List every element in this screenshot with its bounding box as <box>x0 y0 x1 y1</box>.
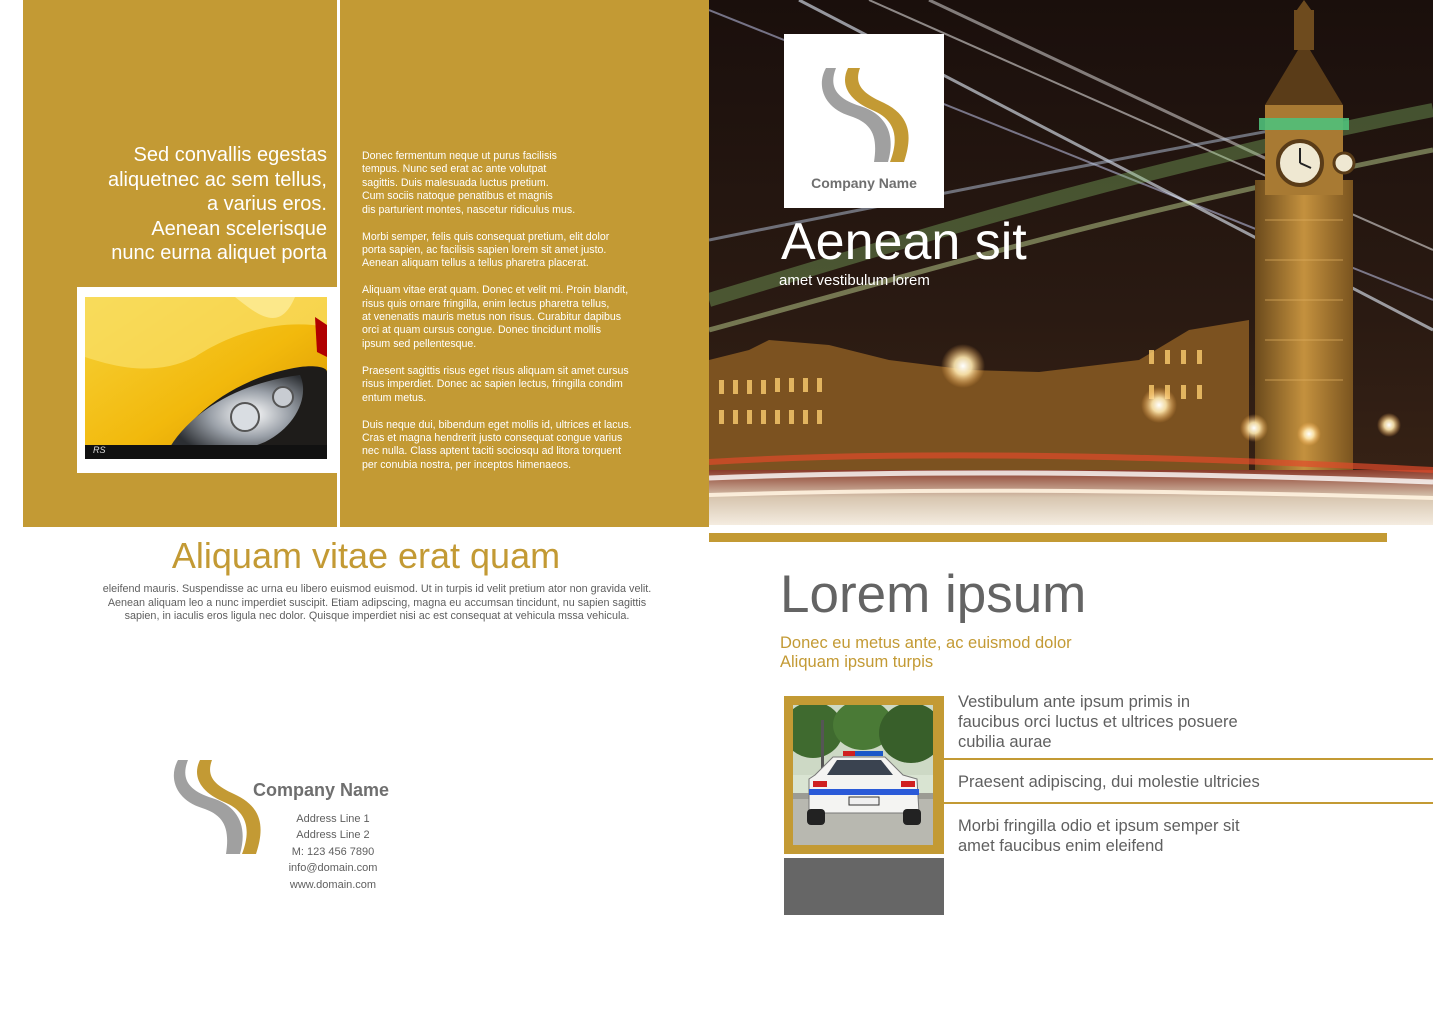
body-line: Aenean aliquam leo a nunc imperdiet suscipit. Etiam adipscing, magna eu accumsan tincidunt, nu sapien sagittis <box>107 596 647 609</box>
intro-line: aliquetnec ac sem tellus, <box>107 168 327 191</box>
feature-line: faucibus orci luctus et ultrices posuere <box>958 713 1238 731</box>
gold-divider-bar <box>709 533 1387 542</box>
intro-line: Sed convallis egestas <box>133 144 327 166</box>
police-car-photo <box>793 705 933 845</box>
feature-line: cubilia aurae <box>958 733 1052 751</box>
road-swoosh-logo-icon <box>170 758 270 860</box>
paragraph: Donec fermentum neque ut purus facilisis tempus. Nunc sed erat ac ante volutpat sagittis. Duis malesuada luctus pretium. Cum sociis natoque penatibus et magnis dis parturient montes, nascetur ridiculus mus. <box>362 150 576 216</box>
feature-line: Praesent adipiscing, dui molestie ultricies <box>958 773 1260 791</box>
body-line: eleifend mauris. Suspendisse ac urna eu libero euismod euismod. Ut in turpis id velit pretium ator non gravida velit. <box>102 583 652 595</box>
contact-address-line-2: Address Line 2 <box>296 829 370 842</box>
subheading-line: Aliquam ipsum turpis <box>780 653 934 671</box>
intro-text <box>27 143 327 266</box>
feature-line: Vestibulum ante ipsum primis in <box>958 693 1191 711</box>
intro-line: a varius eros. <box>206 193 327 215</box>
car-headlight-image <box>85 297 327 459</box>
cover-subtitle: amet vestibulum lorem <box>779 272 930 289</box>
contact-website: www.domain.com <box>289 878 377 891</box>
road-swoosh-logo-icon <box>818 66 918 168</box>
body-line: sapien, in iaculis eros ligula nec dolor. Quisque imperdiet nisi ac est consequat at vehicula mssa vehicula. <box>124 610 630 622</box>
svg-text:RS: RS <box>93 445 106 455</box>
cover-logo-card <box>784 34 944 208</box>
contact-details <box>268 811 398 893</box>
police-car-image <box>793 705 933 845</box>
paragraph: Praesent sagittis risus eget risus aliquam sit amet cursus risus imperdiet. Donec ac sapien lectus, fringilla condim entum metus. <box>362 364 629 404</box>
feature-line: Morbi fringilla odio et ipsum semper sit <box>958 817 1240 835</box>
body-columns <box>362 150 672 486</box>
cover-title: Aenean sit <box>781 213 1027 271</box>
section-body <box>66 583 688 624</box>
feature-divider <box>944 802 1433 804</box>
feature-divider <box>944 758 1433 760</box>
feature-item <box>958 816 1428 856</box>
feature-item <box>958 772 1428 792</box>
feature-item <box>958 692 1428 752</box>
contact-email: info@domain.com <box>288 862 378 875</box>
gold-subheading <box>780 634 1072 672</box>
contact-address-line-1: Address Line 1 <box>296 813 370 825</box>
paragraph: Morbi semper, felis quis consequat pretium, elit dolor porta sapien, ac facilisis sapien lorem sit amet justo. Aenean aliquam tellus a tellus pharetra placerat. <box>362 230 610 270</box>
page-heading: Lorem ipsum <box>780 565 1087 624</box>
intro-line: Aenean scelerisque <box>151 217 327 240</box>
paragraph: Aliquam vitae erat quam. Donec et velit mi. Proin blandit, risus quis ornare fringilla, enim lectus pharetra tellus, at venenatis mauris metus non risus. Curabitur dapibus orci at quam cursus congue. Donec tincidunt mollis ipsum sed pellentesque. <box>362 284 629 350</box>
contact-phone: M: 123 456 7890 <box>291 845 375 858</box>
intro-line: nunc eurna aliquet porta <box>111 242 327 264</box>
feature-line: amet faucibus enim eleifend <box>958 837 1164 855</box>
cover-company-name: Company Name <box>811 175 917 191</box>
section-heading: Aliquam vitae erat quam <box>171 535 561 576</box>
paragraph: Duis neque dui, bibendum eget mollis id, ultrices et lacus. Cras et magna hendrerit justo consequat congue varius nec nulla. Class aptent taciti sociosqu ad litora torquent per conubia nostra, per inceptos himenaeos. <box>362 418 632 471</box>
subheading-line: Donec eu metus ante, ac euismod dolor <box>780 634 1072 652</box>
grey-accent-block <box>784 858 944 915</box>
car-headlight-photo <box>85 297 327 459</box>
contact-company-name: Company Name <box>253 780 390 800</box>
